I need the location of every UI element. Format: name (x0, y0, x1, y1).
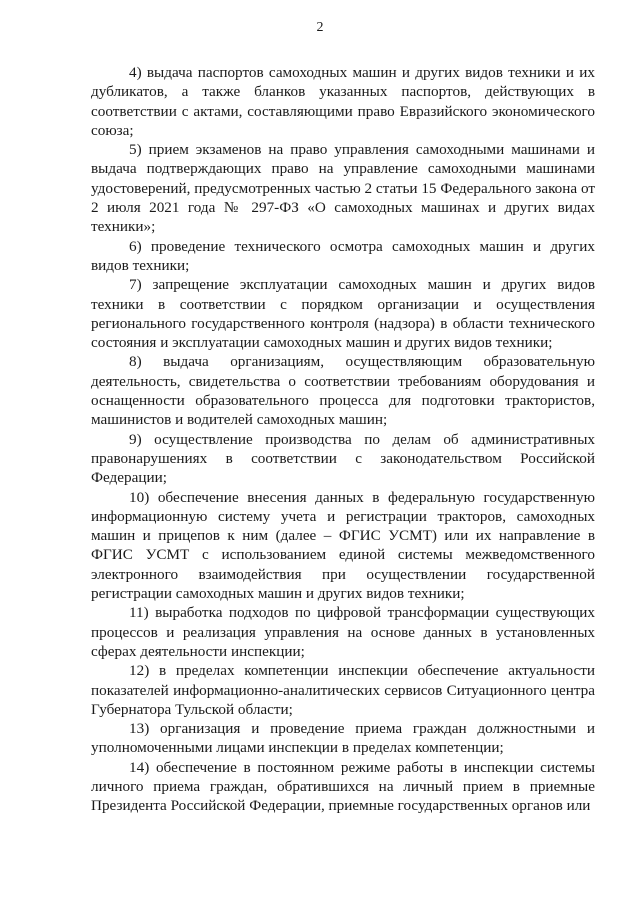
paragraph-item-5: 5) прием экзаменов на право управления самоходными машинами и выдача подтверждающих право на управление самоходными машинами удостоверений, предусмотренных частью 2 статьи 15 Федерального закона от 2 июля 2021 года № 297-ФЗ «О самоходных машинах и других видах техники»; (91, 141, 595, 236)
paragraph-item-8: 8) выдача организациям, осуществляющим образовательную деятельность, свидетельства о соответствии требованиям оборудования и оснащенности образовательного процесса для подготовки трактористов, машинистов и водителей самоходных машин; (91, 353, 595, 429)
paragraph-item-11: 11) выработка подходов по цифровой трансформации существующих процессов и реализация управления на основе данных в установленных сферах деятельности инспекции; (91, 604, 595, 660)
page-number: 2 (316, 20, 324, 35)
paragraph-item-13: 13) организация и проведение приема граждан должностными и уполномоченными лицами инспекции в пределах компетенции; (91, 720, 595, 757)
paragraph-item-9: 9) осуществление производства по делам об административных правонарушениях в соответствии с законодательством Российской Федерации; (91, 430, 595, 487)
paragraph-item-6: 6) проведение технического осмотра самоходных машин и других видов техники; (91, 237, 595, 274)
document-body (91, 63, 595, 816)
paragraph-item-4: 4) выдача паспортов самоходных машин и других видов техники и их дубликатов, а также бланков указанных паспортов, действующих в соответствии с актами, составляющими право Евразийского экономического союза; (91, 64, 595, 139)
paragraph-item-12: 12) в пределах компетенции инспекции обеспечение актуальности показателей информационно-аналитических сервисов Ситуационного центра Губернатора Тульской области; (91, 662, 595, 718)
paragraph-item-10: 10) обеспечение внесения данных в федеральную государственную информационную систему учета и регистрации тракторов, самоходных машин и прицепов к ним (далее – ФГИС УСМТ) или их направление в ФГИС УСМТ с использованием единой системы межведомственного электронного взаимодействия при осуществлении государственной регистрации самоходных машин и других видов техники; (91, 488, 595, 603)
paragraph-item-14: 14) обеспечение в постоянном режиме работы в инспекции системы личного приема граждан, обратившихся на личный прием в приемные Президента Российской Федерации, приемные государственных органов или (91, 758, 595, 815)
paragraph-item-7: 7) запрещение эксплуатации самоходных машин и других видов техники в соответствии с порядком организации и осуществления регионального государственного контроля (надзора) в области технического состояния и эксплуатации самоходных машин и других видов техники; (91, 276, 595, 352)
